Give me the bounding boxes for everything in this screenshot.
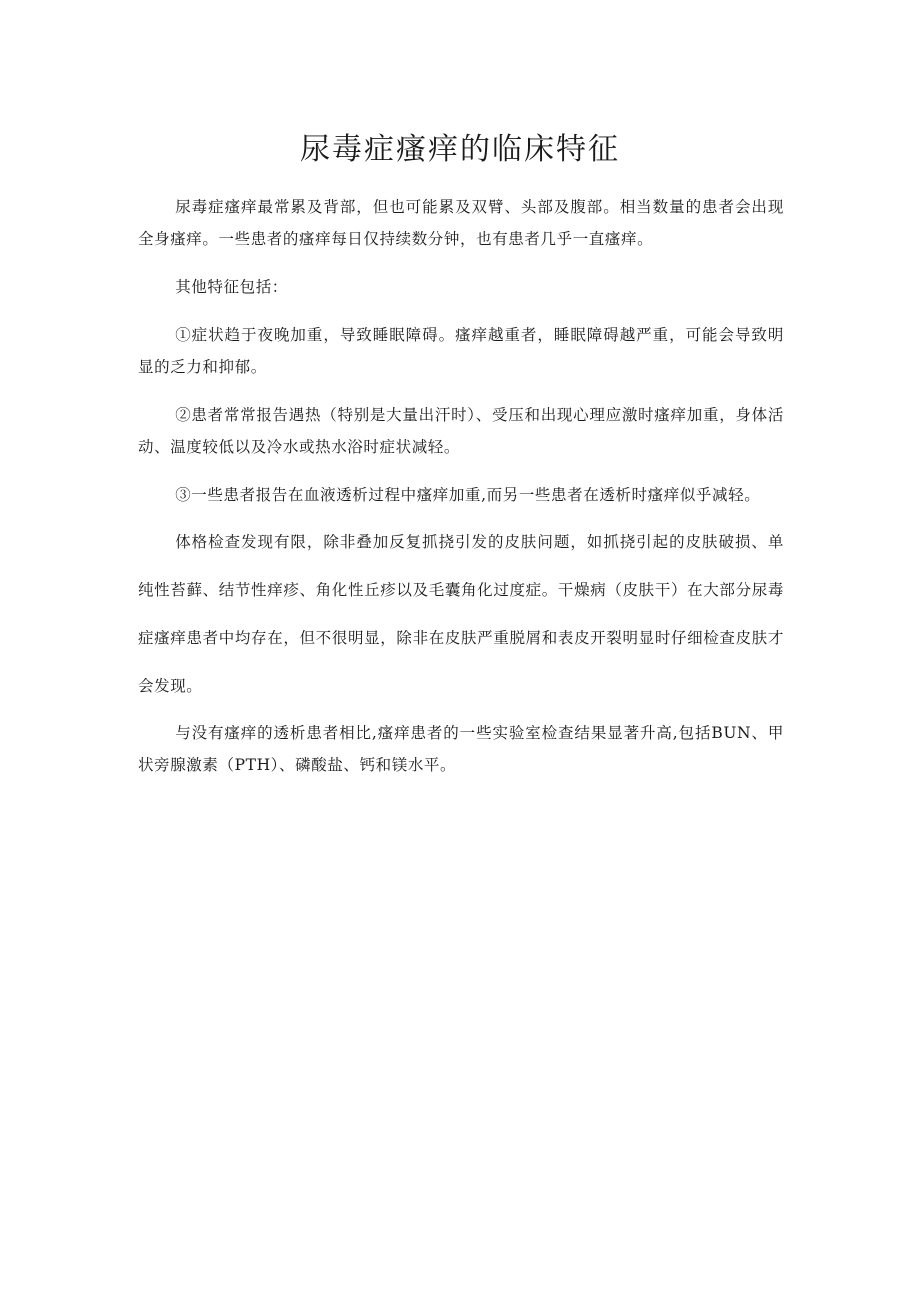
paragraph-lab-findings: 与没有瘙痒的透析患者相比,瘙痒患者的一些实验室检查结果显著升高,包括BUN、甲状旁腺激素（PTH）、磷酸盐、钙和镁水平。: [138, 724, 784, 774]
paragraph-physical-exam: 体格检查发现有限，除非叠加反复抓挠引发的皮肤问题，如抓挠引起的皮肤破损、单纯性苔藓、结节性痒疹、角化性丘疹以及毛囊角化过度症。干燥病（皮肤干）在大部分尿毒症瘙痒患者中均存在，但不很明显，除非在皮肤严重脱屑和表皮开裂明显时仔细检查皮肤才会发现。: [138, 533, 784, 695]
paragraph-feature-2: ②患者常常报告遇热（特别是大量出汗时）、受压和出现心理应激时瘙痒加重，身体活动、温度较低以及冷水或热水浴时症状减轻。: [138, 406, 784, 456]
paragraph-other-features-intro: 其他特征包括：: [175, 278, 288, 296]
document-title: 尿毒症瘙痒的临床特征: [300, 132, 620, 167]
paragraph-feature-3: ③一些患者报告在血液透析过程中瘙痒加重,而另一些患者在透析时瘙痒似乎减轻。: [175, 486, 761, 504]
document-body: [138, 191, 784, 781]
paragraph-itch-locations: 尿毒症瘙痒最常累及背部，但也可能累及双臂、头部及腹部。相当数量的患者会出现全身瘙痒。一些患者的瘙痒每日仅持续数分钟，也有患者几乎一直瘙痒。: [138, 198, 784, 248]
paragraph-feature-1: ①症状趋于夜晚加重，导致睡眠障碍。瘙痒越重者，睡眠障碍越严重，可能会导致明显的乏力和抑郁。: [138, 326, 784, 376]
